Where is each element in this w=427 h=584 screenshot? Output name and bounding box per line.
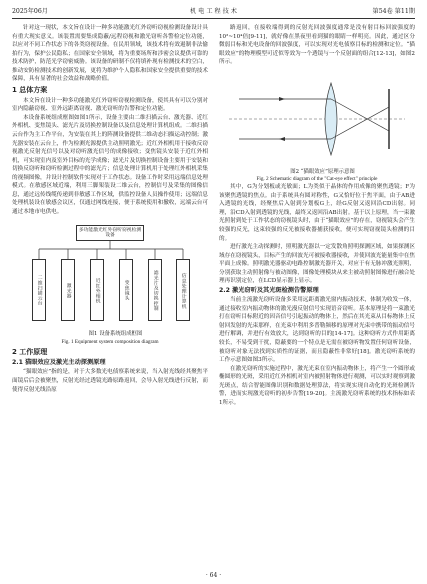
arrow-out xyxy=(279,137,285,141)
figure-1-box-gimbal: 二维扫描云台 xyxy=(32,259,46,321)
section-2-2-para-1: 当前主流激光窃听设备多采用远距离激光窗内振动技术，体制为收发一体，通过接收室内振动物体的激光漫反射信号实现语音窃听。基本原理是将一束激光打在窃听目标附近的因音信号引起振动的物体上，然后在其光束从目标物体上反射回发射的光束那样，在光束中利用多普勒频移的原理对光束中携带的振动信号进行解调，并进行有效放大，达到窃听的目的[14-17]。这种窃听方式作用距离较长，不易受到干扰，隐蔽要的一个特点是无需在被窃听物发置任何窃听设备，被窃听对象无法找到实质性的证据，而且隐蔽性非常好[18]。激光窃听系统的工作示意图如图3所示。 xyxy=(219,297,415,364)
figure-1-caption-en: Fig. 1 Equipment system composition diagram xyxy=(61,338,159,345)
figure-1-box-computer: 信息处理计算机 xyxy=(176,259,190,321)
figure-1-box-nir-camera: 近红外相机 xyxy=(90,259,104,321)
figure-2-caption-en: Fig. 2 Schematic diagram of the "Cat-eye effect" principle xyxy=(256,176,378,183)
arrow-in xyxy=(279,97,285,101)
section-2-1-para-1: “猫眼效应”指的是，对于大多数光电侦察系统来说，当入射光线经其聚焦平面镜后后会被聚焦，反射光经过透镜光路原路返回，会导入射光线进行反射，而使得反射光线沿原 xyxy=(12,369,208,393)
section-1-para-1: 本文旨在设计一种多功能激光红外窃听窃视检测设备，使其具有可以分别对室内隐蔽窃视、室外远距离窃视、激光窃听的告警和定位功能。 xyxy=(12,97,208,113)
section-2-2-title: 2.2 激光窃听及其光斑检测告警原理 xyxy=(219,286,319,294)
left-column xyxy=(12,24,208,394)
section-1-para-2: 本设备系统组成框图如图1所示，设备主要由二维扫描云台、激光器、近红外相机、变焦镜头、滤光片及切换控制设备以及信息处理计算机组成。二维扫描云台作为主工作平台，为安装在其上的阵测设备提供二维动态扫描运动控制；激光器安装在云台上，作为检测光源提供主动照明激光；近红外相机用于接收反窃视激光反射光信号以及对窃听激光信号的成像接收；变焦镜头安装于近红外相机，可实现室内及室外目标的光学成像；滤光片及切换控制设备主要用于安装和切换反窃听和窃听检测过程中的滤光片；信息处理计算机用于处理红外相机采集的视频图像，并设计控制软件实现对于工作状态。设备工作时采用远端信息处理模式。在敏感区域近端，利用三脚架装设二维云台，控制信号及采集的图像信息，通过远传线缆传递到非敏感工作区域，供监控设备人员操作使用；远端信息处理机装设在敏感会议区，仅通过网线连接，便于系统使用和撤收，远端云台可通过本地市电供电。 xyxy=(12,114,208,215)
page-number: · 64 · xyxy=(205,572,222,579)
section-2-title: 2 工作原理 xyxy=(12,347,48,356)
running-header xyxy=(12,6,415,18)
right-para-3: 进行激光主动探测时，照明激光器以一定发散角照明探测区域，如果探测区域存在窃视镜头，目标产生的回波光可被接收器接收，并使回波光能量集中在焦平面上成像。照明激光器驱动电路控制激光器开关，对应于有无脉冲激光照明，分别获取主动照射像与被动图像，图像处理模块从来主被动照射图像进行融合处理再识别定位，在LCD显示器上显示。 xyxy=(219,244,415,285)
figure-2-diagram xyxy=(219,69,415,169)
right-para-1: 路返回，在接收端得到的反射光回波强度通常是没有射目标回波强度的10²~10⁴倍[9-11]，就好像在黑夜里看到猫的眼睛一样明亮。因此，通过区分微弱目标和光电设备的回波强度，可以实现对光电侦察目标的检测和定位。“猫眼效应”的物理模型可近似等效为一个透镜与一个反射面的组合[12-13]，如图2所示。 xyxy=(219,25,415,66)
intro-paragraph: 针对这一现状，本文旨在设计一种多功能激光红外窃听窃视检测设备设计具有重大现实意义。该装置需要集成隐蔽/远程窃视和激光窃听各警检定位功能，以应对不同工作状态下的各类窃视设备。在民用领域，该技术将有效遏制非法偷拍行为，保护公民隐私；在国家安全领域，将为重要场所和涉密会议提供可靠的技术防护，防范光学窃密威胁。该设备的研制不仅将填补现有检测技术的空白，推动安防检测技术的创新发展，更将为维护个人隐私和国家安全提供重要的技术保障，具有显著的社会效益和战略价值。 xyxy=(12,25,208,83)
section-2-2-para-2: 在激光窃听的实施过程中，激光光束在室内振动物体上，将产生一个圆形或椭圆形的光斑，采用近红外相机对室内被照射物体进行观测，可以实时观察到激光斑点，结合智能图像识别和数据处理算法，将实现实现自动化的光斑检测告警，进而实现激光窃听的初步告警[19-20]。主流激光窃听系统的技术指标如表1所示。 xyxy=(219,365,415,406)
header-volume: 第54卷 第11期 xyxy=(372,8,415,15)
ray-cd-focus xyxy=(331,107,389,139)
header-journal: 机 电 工 程 技 术 xyxy=(190,8,237,15)
header-date: 2025年06月 xyxy=(12,8,48,15)
cat-eye-schematic xyxy=(219,69,415,169)
focusing-lens xyxy=(325,83,337,155)
figure-1-box-zoom-lens: 变焦镜头 xyxy=(119,259,133,321)
figure-1-top-box: 多功能激光红外窃听窃视检测设备 xyxy=(76,225,144,241)
right-para-2: 其中，G为分划板或光敏面；L为类似于晶体的作用成像的聚焦透镜；F为该聚焦透镜的焦点。由于系统具有圆对称性，G又恰好位于焦平面，由于AB进入透镜的光线，经聚焦后入射到分划板G上，经G反射又返回沿CD出射。同理，沿CD入射到透镜的光线，最终又返回沿AB出射。基于以上原理，当一束激光照射到处于工作状态的窃视镜头时，由于“猫眼效应”的存在，窃视镜头会产生较强的反光，这束较强的反光被接收器捕获接收，便可实现窃视镜头检测的目的。 xyxy=(219,184,415,242)
figure-1-diagram xyxy=(12,219,208,329)
figure-1-box-laser: 激光器 xyxy=(61,259,75,321)
figure-1-box-filter-switch: 滤光片及切换控制 xyxy=(148,259,162,321)
section-1-title: 1 总体方案 xyxy=(12,85,48,94)
right-column xyxy=(219,24,415,407)
figure-1-caption: 图1 设备系统组成框图 xyxy=(88,331,143,338)
ray-ab-focus xyxy=(331,99,389,131)
header-rule xyxy=(12,18,415,19)
figure-2-caption: 图2 “猫眼效应”原理示意图 xyxy=(290,168,355,175)
section-2-1-title: 2.1 猫眼效应及激光主动探测原理 xyxy=(12,358,106,366)
